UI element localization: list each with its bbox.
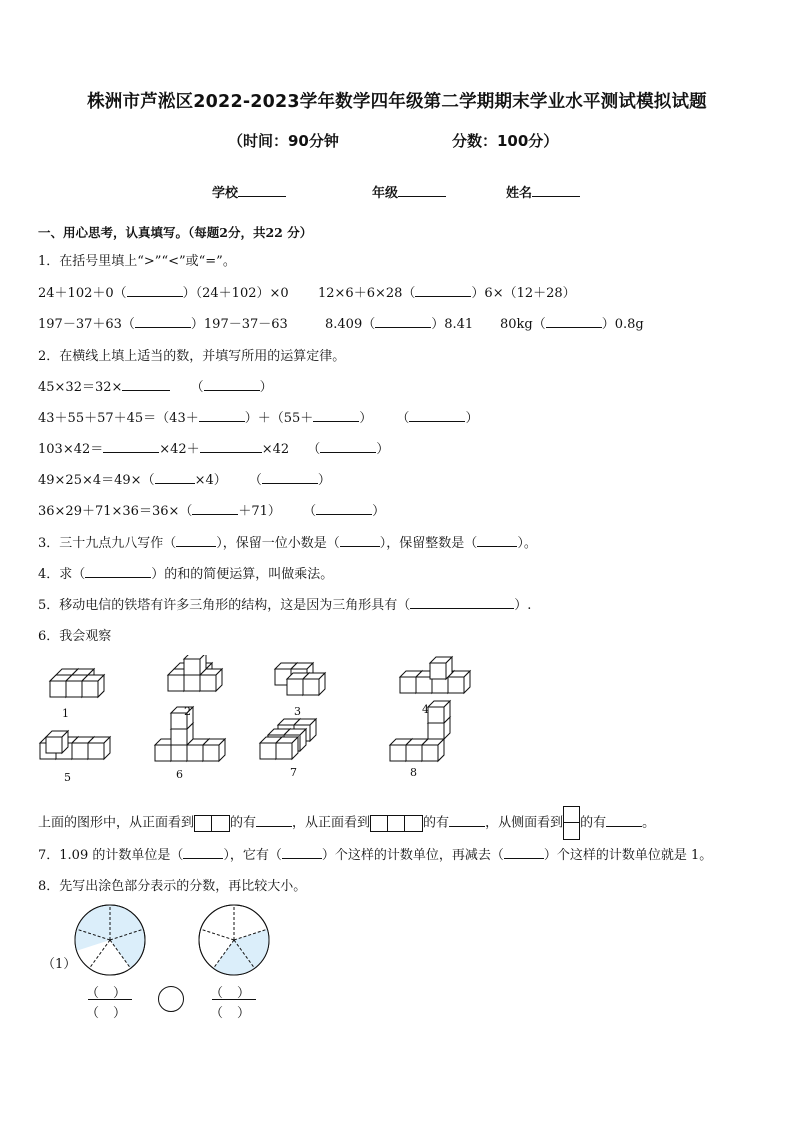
q2-line1 — [38, 376, 273, 395]
q2-l1-text: 45×32＝32× — [38, 380, 123, 395]
figure-label: 8 — [410, 766, 417, 779]
answer-blank[interactable] — [340, 535, 380, 547]
paren-close: ） — [372, 504, 386, 519]
q6-text-e: ，从侧面看到 — [485, 815, 564, 831]
answer-blank[interactable] — [415, 285, 471, 297]
q3-text4: ）。 — [517, 536, 537, 551]
answer-blank[interactable] — [546, 316, 602, 328]
q6-text-d: 的有 — [423, 815, 450, 831]
q3-text2: ），保留一位小数是（ — [216, 536, 340, 551]
figure-label: 4 — [422, 703, 429, 716]
paren-open: （ — [303, 504, 317, 519]
q7-text4: ）个这样的计数单位就是 1。 — [543, 848, 713, 863]
q2-l5-text: 36×29＋71×36＝36×（ — [38, 504, 193, 519]
answer-blank[interactable] — [375, 316, 431, 328]
q5-text2: ）. — [514, 598, 532, 613]
answer-blank[interactable] — [135, 316, 191, 328]
figure-label: 2 — [184, 705, 191, 718]
score-info: 分数：100分） — [452, 132, 559, 150]
q1-row1b-right: ）6×（12＋28） — [471, 286, 576, 301]
figure-2 — [168, 655, 222, 691]
q1-row2c-right: ）0.8g — [601, 317, 644, 332]
name-field[interactable] — [506, 182, 580, 201]
q2-l2-text2: ）＋（55＋ — [244, 411, 314, 426]
figure-4 — [400, 657, 470, 693]
paren-open: （ — [248, 473, 262, 488]
answer-blank[interactable] — [504, 847, 544, 859]
law-blank[interactable] — [409, 410, 465, 422]
paren-open: （ — [210, 986, 224, 1001]
paren-open: （ — [307, 442, 321, 457]
view-vertical-squares — [563, 806, 580, 840]
figure-3 — [275, 663, 325, 695]
q1-row2a — [38, 313, 288, 332]
q1-row1b — [318, 282, 576, 301]
school-label: 学校 — [212, 186, 239, 201]
q6-text-g: 。 — [642, 815, 656, 831]
page-title: 株洲市芦淞区2022-2023学年数学四年级第二学期期末学业水平测试模拟试题 — [87, 92, 707, 112]
answer-blank[interactable] — [85, 566, 151, 578]
figure-label: 6 — [176, 768, 183, 781]
q2-line3 — [38, 438, 389, 457]
paren-close: ） — [465, 411, 479, 426]
grade-field[interactable] — [372, 182, 446, 201]
q1-row1a-right: ）（24＋102）×0 — [182, 286, 289, 301]
q2-line2 — [38, 407, 478, 426]
figure-8 — [390, 701, 450, 761]
law-blank[interactable] — [204, 379, 260, 391]
q2-l3-text2: ×42＋ — [159, 442, 200, 457]
q1-row2c-left: 80kg（ — [500, 317, 546, 332]
fraction-circles — [70, 900, 280, 980]
q1-prompt: 1．在括号里填上“>”“<”或“=”。 — [38, 254, 236, 269]
circle-left — [75, 905, 145, 975]
name-label: 姓名 — [506, 186, 533, 201]
grade-blank[interactable] — [398, 185, 446, 197]
q2-l5-text2: ＋71） — [238, 504, 281, 519]
figure-label: 1 — [62, 707, 69, 720]
law-blank[interactable] — [316, 503, 372, 515]
q4-text2: ）的和的简便运算，叫做乘法。 — [151, 567, 334, 582]
answer-blank[interactable] — [122, 379, 170, 391]
paren-open: （ — [396, 411, 410, 426]
grade-label: 年级 — [372, 186, 399, 201]
answer-blank[interactable] — [477, 535, 517, 547]
time-info: （时间：90分钟 — [228, 132, 339, 150]
paren-open: （ — [86, 986, 100, 1001]
name-blank[interactable] — [532, 185, 580, 197]
fraction-right-denominator — [210, 1002, 250, 1021]
q1-row2b-right: ）8.41 — [431, 317, 474, 332]
answer-blank[interactable] — [192, 503, 238, 515]
q6-text-f: 的有 — [580, 815, 607, 831]
q1-row2c — [500, 313, 644, 332]
paren-close: ） — [237, 1006, 251, 1021]
law-blank[interactable] — [262, 472, 318, 484]
q6-prompt: 6．我会观察 — [38, 629, 112, 644]
q4-text: 4．求（ — [38, 567, 86, 582]
q1-row2a-left: 197－37＋63（ — [38, 317, 135, 332]
answer-blank[interactable] — [183, 847, 223, 859]
answer-blank[interactable] — [282, 847, 322, 859]
q3-line — [38, 532, 537, 551]
section-heading: 一、用心思考，认真填写。（每题2分，共22 分） — [38, 225, 313, 240]
fraction-bar — [88, 999, 132, 1000]
view-two-squares — [194, 815, 230, 832]
q7-text3: ）个这样的计数单位，再减去（ — [321, 848, 504, 863]
q6-text-a: 上面的图形中，从正面看到 — [38, 815, 195, 831]
q1-row1a-left: 24＋102＋0（ — [38, 286, 127, 301]
paren-close: ） — [113, 986, 127, 1001]
q1-row2b — [325, 313, 473, 332]
paren-open: （ — [86, 1006, 100, 1021]
paren-close: ） — [317, 473, 331, 488]
q5-text: 5．移动电信的铁塔有许多三角形的结构，这是因为三角形具有（ — [38, 598, 411, 613]
q2-l4-text2: ×4） — [194, 473, 227, 488]
paren-close: ） — [376, 442, 390, 457]
answer-blank[interactable] — [410, 597, 514, 609]
figure-5 — [40, 731, 110, 759]
q2-l4-text: 49×25×4＝49×（ — [38, 473, 155, 488]
q2-l2-text: 43＋55＋57＋45＝（43＋ — [38, 411, 199, 426]
q7-line — [38, 844, 712, 863]
q2-prompt: 2．在横线上填上适当的数，并填写所用的运算定律。 — [38, 349, 346, 364]
answer-blank[interactable] — [606, 815, 642, 827]
answer-blank[interactable] — [200, 441, 262, 453]
figure-label: 5 — [64, 771, 71, 784]
q7-text: 7．1.09 的计数单位是（ — [38, 848, 184, 863]
q2-l2-text3: ） — [359, 411, 373, 426]
q1-row2a-right: ）197－37－63 — [190, 317, 288, 332]
q3-text: 3．三十九点九八写作（ — [38, 536, 177, 551]
school-blank[interactable] — [238, 185, 286, 197]
q2-line4 — [38, 469, 331, 488]
q2-l3-text3: ×42 — [261, 442, 290, 457]
q1-row2b-left: 8.409（ — [325, 317, 376, 332]
answer-blank[interactable] — [449, 815, 485, 827]
q6-statement — [38, 806, 655, 840]
q7-text2: ），它有（ — [223, 848, 282, 863]
law-blank[interactable] — [320, 441, 376, 453]
school-field[interactable] — [212, 182, 286, 201]
answer-blank[interactable] — [155, 472, 195, 484]
q8-prompt: 8．先写出涂色部分表示的分数，再比较大小。 — [38, 879, 307, 894]
answer-blank[interactable] — [256, 815, 292, 827]
q1-row1a — [38, 282, 289, 301]
figure-1 — [50, 669, 104, 697]
compare-circle[interactable] — [158, 986, 184, 1012]
paren-close: ） — [113, 1006, 127, 1021]
cube-figures — [30, 655, 490, 785]
paren-close: ） — [259, 380, 273, 395]
q6-text-c: ，从正面看到 — [292, 815, 371, 831]
paren-open: （ — [190, 380, 204, 395]
fraction-left-denominator — [86, 1002, 126, 1021]
q2-line5 — [38, 500, 385, 519]
answer-blank[interactable] — [176, 535, 216, 547]
q1-row1b-left: 12×6＋6×28（ — [318, 286, 416, 301]
q4-line — [38, 563, 333, 582]
paren-close: ） — [237, 986, 251, 1001]
answer-blank[interactable] — [103, 441, 159, 453]
figure-label: 3 — [294, 705, 301, 718]
circle-right — [199, 905, 269, 975]
view-three-squares — [370, 815, 423, 832]
q3-text3: ），保留整数是（ — [379, 536, 478, 551]
answer-blank[interactable] — [127, 285, 183, 297]
fraction-bar — [212, 999, 256, 1000]
answer-blank[interactable] — [313, 410, 359, 422]
q8-label: （1） — [42, 957, 77, 972]
paren-open: （ — [210, 1006, 224, 1021]
figure-label: 7 — [290, 766, 297, 779]
q5-line — [38, 594, 531, 613]
answer-blank[interactable] — [199, 410, 245, 422]
figure-7 — [260, 719, 316, 759]
q6-text-b: 的有 — [230, 815, 257, 831]
q2-l3-text: 103×42＝ — [38, 442, 104, 457]
